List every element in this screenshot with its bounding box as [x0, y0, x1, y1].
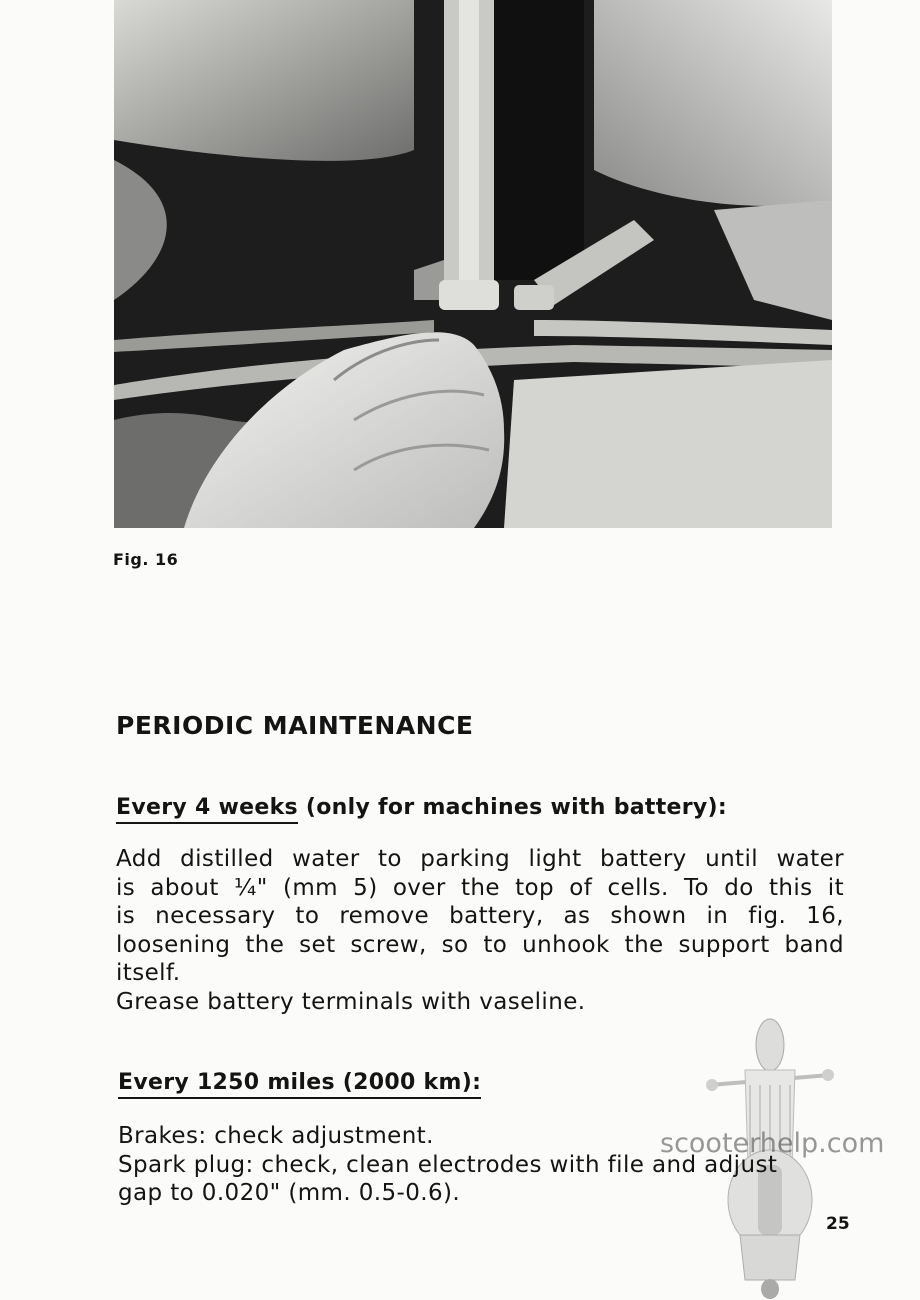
figure-photo [114, 0, 832, 528]
subsection-heading-underlined: Every 1250 miles (2000 km): [118, 1070, 481, 1099]
page-number: 25 [826, 1214, 850, 1234]
text-line: Brakes: check adjustment. [118, 1123, 434, 1149]
text-line: itself. [116, 960, 181, 986]
figure-caption: Fig. 16 [113, 550, 179, 569]
subsection-heading-rest: (only for machines with battery): [305, 795, 727, 820]
text-line: loosening the set screw, so to unhook the support band [116, 931, 844, 958]
subsection-heading-4-weeks [116, 795, 727, 820]
section-heading: PERIODIC MAINTENANCE [116, 711, 474, 740]
battery-photo-illustration [114, 0, 832, 528]
text-line: Add distilled water to parking light battery until water [116, 846, 844, 872]
text-line: is about ¼" (mm 5) over the top of cells. To do this it [116, 874, 844, 901]
paragraph-4-weeks [116, 845, 844, 1016]
text-line: is necessary to remove battery, as shown in fig. 16, [116, 903, 844, 929]
watermark: scooterhelp.com [660, 1128, 885, 1159]
subsection-heading-1250-miles [118, 1070, 481, 1095]
subsection-heading-underlined: Every 4 weeks [116, 795, 298, 824]
text-line: Spark plug: check, clean electrodes with file and adjust [118, 1151, 778, 1178]
text-line: gap to 0.020" (mm. 0.5-0.6). [118, 1180, 461, 1206]
text-line: Grease battery terminals with vaseline. [116, 988, 586, 1015]
